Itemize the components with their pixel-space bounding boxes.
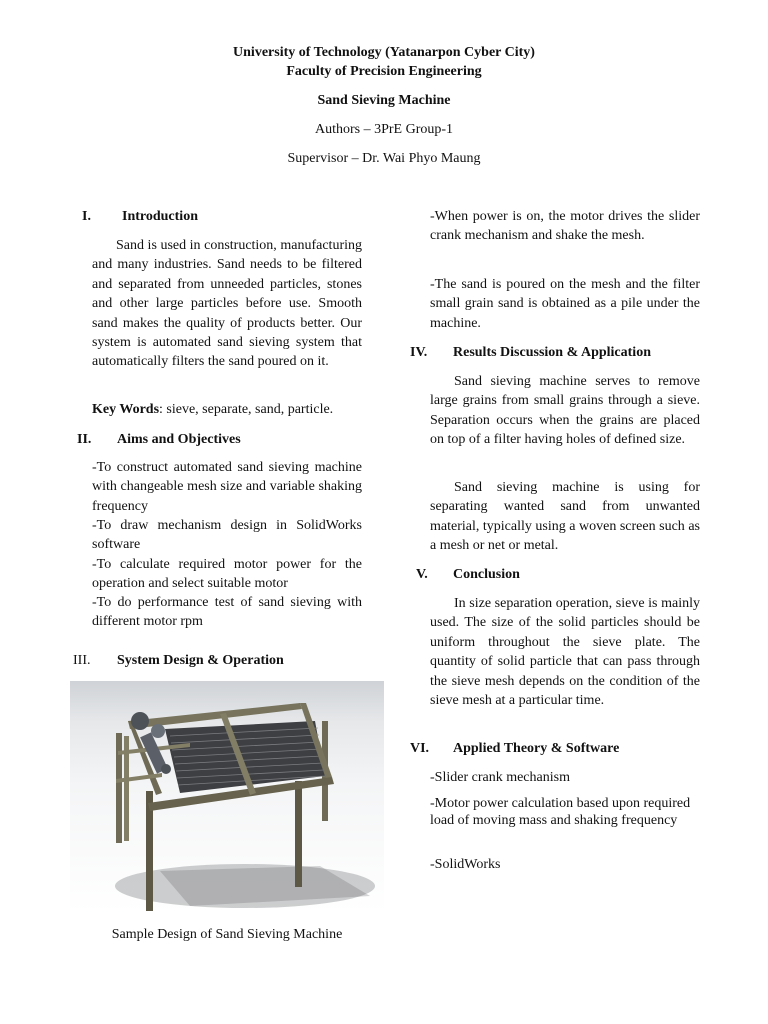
section-number: VI.: [410, 741, 430, 756]
aims-item: -To do performance test of sand sieving with different motor rpm: [92, 595, 362, 630]
conclusion-paragraph: In size separation operation, sieve is mainly used. The size of the solid particles should be uniform throughout the sieve plate. The quantity of solid particle that can pass through the sieve mesh depends on the condition of the sieve mesh at a particular time.: [430, 596, 700, 709]
section-heading-results: [410, 344, 651, 362]
aims-item: -To draw mechanism design in SolidWorks software: [92, 518, 362, 553]
section-number: III.: [73, 653, 91, 668]
design-paragraph: -When power is on, the motor drives the slider crank mechanism and shake the mesh.: [430, 209, 700, 244]
university-name: University of Technology (Yatanarpon Cyber City): [233, 45, 535, 60]
section-title: Applied Theory & Software: [453, 741, 620, 756]
figure-caption: Sample Design of Sand Sieving Machine: [111, 927, 343, 942]
theory-item: -Motor power calculation based upon required load of moving mass and shaking frequency: [430, 796, 691, 828]
faculty-name: Faculty of Precision Engineering: [286, 64, 482, 79]
section-heading-design: [73, 652, 284, 670]
section-heading-introduction: [82, 208, 198, 226]
aims-item: -To calculate required motor power for the operation and select suitable motor: [92, 557, 362, 592]
design-paragraph: -The sand is poured on the mesh and the filter small grain sand is obtained as a pile under the machine.: [430, 277, 700, 331]
paper-title: Sand Sieving Machine: [317, 93, 451, 108]
section-title: System Design & Operation: [117, 653, 284, 668]
keywords: [92, 400, 362, 419]
theory-item: -Slider crank mechanism: [430, 770, 570, 785]
keywords-text: : sieve, separate, sand, particle.: [159, 402, 334, 417]
results-paragraph: Sand sieving machine serves to remove large grains from small grains through a sieve. Separation occurs when the grains are placed on top of a filter having holes of defined size.: [430, 374, 700, 448]
section-title: Aims and Objectives: [117, 432, 241, 447]
section-number: II.: [77, 432, 92, 447]
supervisor: Supervisor – Dr. Wai Phyo Maung: [287, 151, 481, 166]
section-heading-aims: [77, 431, 241, 449]
sand-sieving-machine-render: [70, 681, 384, 912]
section-title: Conclusion: [453, 567, 520, 582]
section-number: IV.: [410, 345, 428, 360]
results-paragraph: Sand sieving machine is using for separating wanted sand from unwanted material, typically using a woven screen such as a mesh or net or metal.: [430, 480, 700, 554]
section-heading-conclusion: [416, 566, 520, 584]
section-title: Introduction: [122, 209, 198, 224]
machine-design-figure: [70, 681, 384, 912]
section-heading-theory: [410, 740, 619, 758]
aims-item: -To construct automated sand sieving machine with changeable mesh size and variable shaking frequency: [92, 460, 362, 514]
keywords-label: Key Words: [92, 402, 160, 417]
section-number: I.: [82, 209, 91, 224]
theory-item: -SolidWorks: [430, 857, 501, 872]
section-number: V.: [416, 567, 428, 582]
authors: Authors – 3PrE Group-1: [314, 122, 454, 137]
section-title: Results Discussion & Application: [453, 345, 651, 360]
intro-paragraph: Sand is used in construction, manufacturing and many industries. Sand needs to be filtered and separated from unneeded particles, stones and other large particles before use. Smooth sand makes the quality of products better. Our system is automated sand sieving system that automatically filters the sand poured on it.: [92, 238, 362, 370]
